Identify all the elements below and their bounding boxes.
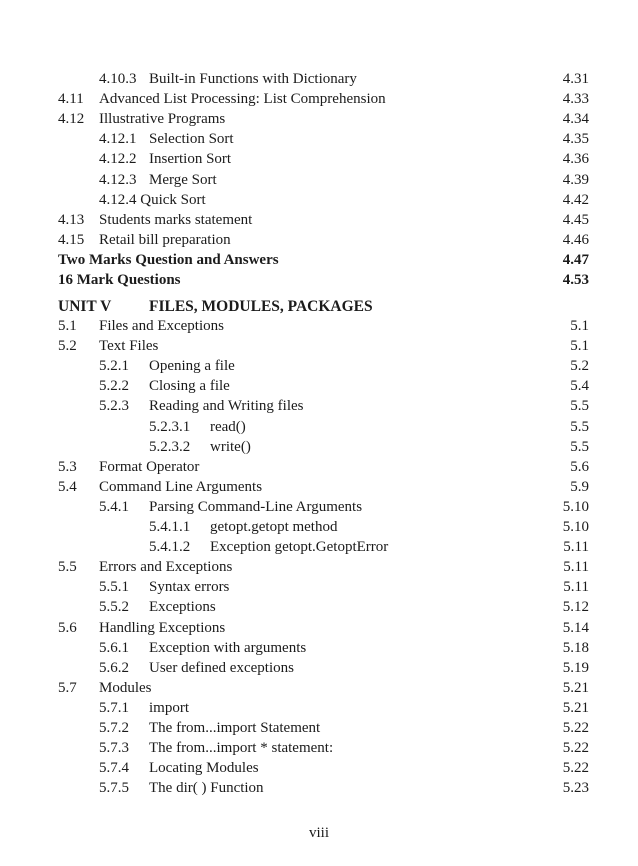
toc-entry-title: Modules [99, 679, 152, 696]
toc-entry-title: Merge Sort [149, 171, 217, 188]
toc-entry-number: 5.5.2 [99, 599, 129, 616]
toc-entry-page: 5.23 [562, 780, 589, 797]
page-number-footer: viii [308, 825, 329, 841]
toc-entry [0, 658, 638, 678]
toc-entry-title: import [149, 699, 189, 716]
toc-entry-title: 4.12.4 Quick Sort [99, 191, 206, 208]
toc-entry-page: 4.42 [562, 191, 589, 208]
toc-entry-number: 4.13 [58, 211, 85, 228]
toc-entry-page: 4.33 [562, 91, 589, 108]
toc-entry [0, 170, 638, 190]
toc-entry-title: The from...import * statement: [149, 740, 334, 757]
toc-entry [0, 517, 638, 537]
toc-entry-title: Locating Modules [149, 760, 259, 777]
toc-entry-number: 5.2 [58, 338, 77, 355]
toc-entry-page: 5.10 [562, 519, 589, 535]
toc-entry-page: 4.39 [562, 171, 589, 188]
toc-entry-number: 5.7.3 [99, 740, 129, 757]
toc-entry-title: Retail bill preparation [99, 231, 231, 248]
toc-entry-page: 5.22 [562, 740, 589, 757]
toc-entry-number: 5.4 [58, 478, 77, 495]
toc-entry-title: Files and Exceptions [99, 318, 224, 334]
toc-entry-number: 5.4.1.1 [149, 519, 191, 535]
unit-heading [0, 296, 638, 318]
toc-entry-number: 4.10.3 [99, 71, 137, 87]
toc-entry-page: 4.34 [562, 111, 589, 128]
toc-entry-number: 5.2.2 [99, 378, 129, 395]
toc-entry-number: 5.5.1 [99, 579, 129, 596]
toc-entry-page: 5.22 [562, 720, 589, 736]
toc-entry [0, 497, 638, 517]
toc-entry-page: 5.10 [562, 498, 589, 515]
toc-entry-page: 5.22 [562, 760, 589, 777]
toc-entry [0, 437, 638, 457]
toc-entry-title: write() [210, 438, 251, 455]
toc-entry [0, 457, 638, 477]
toc-entry-page: 5.1 [570, 318, 589, 334]
toc-entry-number: 4.12 [58, 111, 85, 128]
toc-entry [0, 190, 638, 210]
toc-entry-page: 5.21 [562, 679, 589, 696]
toc-entry-number: 5.6 [58, 619, 77, 636]
toc-entry-number: 5.2.3 [99, 398, 129, 415]
toc-entry-title: Illustrative Programs [99, 111, 226, 128]
toc-entry-number: 5.2.3.2 [149, 438, 191, 455]
page-footer [0, 823, 638, 843]
toc-entry-page: 4.53 [562, 272, 589, 288]
toc-entry [0, 69, 638, 89]
toc-entry-title: The from...import Statement [149, 720, 321, 736]
toc-entry-title: Handling Exceptions [99, 619, 226, 636]
toc-entry-number: 5.2.3.1 [149, 418, 191, 435]
unit-title: FILES, MODULES, PACKAGES [149, 298, 373, 315]
toc-entry-title: Errors and Exceptions [99, 559, 233, 576]
toc-entry-title: Closing a file [149, 378, 230, 395]
toc-entry-page: 5.5 [570, 418, 589, 435]
toc-entry [0, 316, 638, 336]
toc-entry-number: 5.5 [58, 559, 77, 576]
toc-entry-page: 5.11 [563, 559, 589, 576]
toc-entry [0, 758, 638, 778]
toc-entry [0, 129, 638, 149]
toc-entry-number: 5.4.1 [99, 498, 129, 515]
toc-entry [0, 557, 638, 577]
toc-entry [0, 577, 638, 597]
toc-entry [0, 396, 638, 416]
toc-entry-title: Built-in Functions with Dictionary [149, 71, 357, 87]
toc-entry [0, 718, 638, 738]
toc-entry [0, 376, 638, 396]
toc-entry-title: Exception with arguments [149, 639, 307, 656]
toc-entry [0, 537, 638, 557]
toc-entry-page: 4.31 [562, 71, 589, 87]
toc-entry-page: 4.45 [562, 211, 589, 228]
toc-entry-number: 4.15 [58, 231, 85, 248]
toc-entry [0, 250, 638, 270]
toc-entry-number: 5.4.1.2 [149, 539, 191, 556]
toc-entry-title: Opening a file [149, 358, 235, 375]
toc-entry [0, 210, 638, 230]
toc-entry-number: 5.6.1 [99, 639, 129, 656]
toc-entry [0, 336, 638, 356]
toc-entry-title: Exceptions [149, 599, 216, 616]
toc-entry [0, 738, 638, 758]
toc-entry-title: Format Operator [99, 458, 200, 475]
toc-entry-page: 5.5 [570, 398, 589, 415]
toc-entry-page: 5.5 [570, 438, 589, 455]
toc-entry-page: 4.47 [562, 251, 589, 268]
toc-entry-page: 5.11 [563, 579, 589, 596]
toc-entry-page: 5.4 [570, 378, 589, 395]
toc-entry-title: Students marks statement [99, 211, 253, 228]
toc-entry-title: Syntax errors [149, 579, 230, 596]
toc-entry-title: Insertion Sort [149, 151, 232, 168]
toc-entry-number: 4.11 [58, 91, 84, 108]
toc-entry [0, 230, 638, 250]
toc-entry [0, 778, 638, 798]
toc-entry-page: 5.9 [570, 478, 589, 495]
toc-entry [0, 597, 638, 617]
toc-entry-number: 4.12.3 [99, 171, 137, 188]
toc-entry [0, 356, 638, 376]
unit-label: UNIT V [58, 298, 112, 315]
toc-entry-page: 4.36 [562, 151, 589, 168]
toc-entry-number: 5.7.1 [99, 699, 129, 716]
toc-entry-number: 5.7.4 [99, 760, 129, 777]
toc-entry [0, 698, 638, 718]
toc-entry-number: 5.7.5 [99, 780, 129, 797]
toc-entry-number: 5.1 [58, 318, 77, 334]
toc-entry-title: Two Marks Question and Answers [58, 251, 279, 268]
toc-entry-number: 5.7.2 [99, 720, 129, 736]
toc-entry-title: getopt.getopt method [210, 519, 338, 535]
toc-entry-title: 16 Mark Questions [58, 272, 181, 288]
toc-entry-title: Reading and Writing files [149, 398, 304, 415]
toc-entry-page: 5.14 [562, 619, 589, 636]
toc-entry-page: 5.21 [562, 699, 589, 716]
toc-entry-title: read() [210, 418, 246, 435]
toc-entry-number: 4.12.1 [99, 131, 137, 148]
toc-entry-title: Selection Sort [149, 131, 234, 148]
toc-entry [0, 618, 638, 638]
toc-entry-page: 4.46 [562, 231, 589, 248]
toc-entry-title: The dir( ) Function [149, 780, 264, 797]
toc-entry-title: User defined exceptions [149, 659, 294, 676]
toc-entry [0, 638, 638, 658]
toc-entry-number: 4.12.2 [99, 151, 137, 168]
toc-entry-number: 5.7 [58, 679, 77, 696]
toc-entry-number: 5.2.1 [99, 358, 129, 375]
toc-entry-page: 5.19 [562, 659, 589, 676]
toc-entry-page: 5.18 [562, 639, 589, 656]
toc-entry-title: Parsing Command-Line Arguments [149, 498, 363, 515]
toc-entry-page: 5.12 [562, 599, 589, 616]
toc-entry [0, 89, 638, 109]
toc-entry-number: 5.6.2 [99, 659, 129, 676]
toc-entry [0, 477, 638, 497]
toc-entry-title: Exception getopt.GetoptError [210, 539, 389, 556]
toc-entry-page: 5.2 [570, 358, 589, 375]
toc-entry [0, 149, 638, 169]
toc-entry-page: 5.6 [570, 458, 589, 475]
toc-entry [0, 678, 638, 698]
toc-entry [0, 270, 638, 290]
toc-entry-title: Advanced List Processing: List Comprehension [99, 91, 386, 108]
toc-entry-page: 5.1 [570, 338, 589, 355]
toc-entry-number: 5.3 [58, 458, 77, 475]
toc-entry-page: 4.35 [562, 131, 589, 148]
toc-entry-title: Command Line Arguments [99, 478, 263, 495]
toc-entry-title: Text Files [99, 338, 159, 355]
toc-entry [0, 417, 638, 437]
toc-entry-page: 5.11 [563, 539, 589, 556]
toc-entry [0, 109, 638, 129]
